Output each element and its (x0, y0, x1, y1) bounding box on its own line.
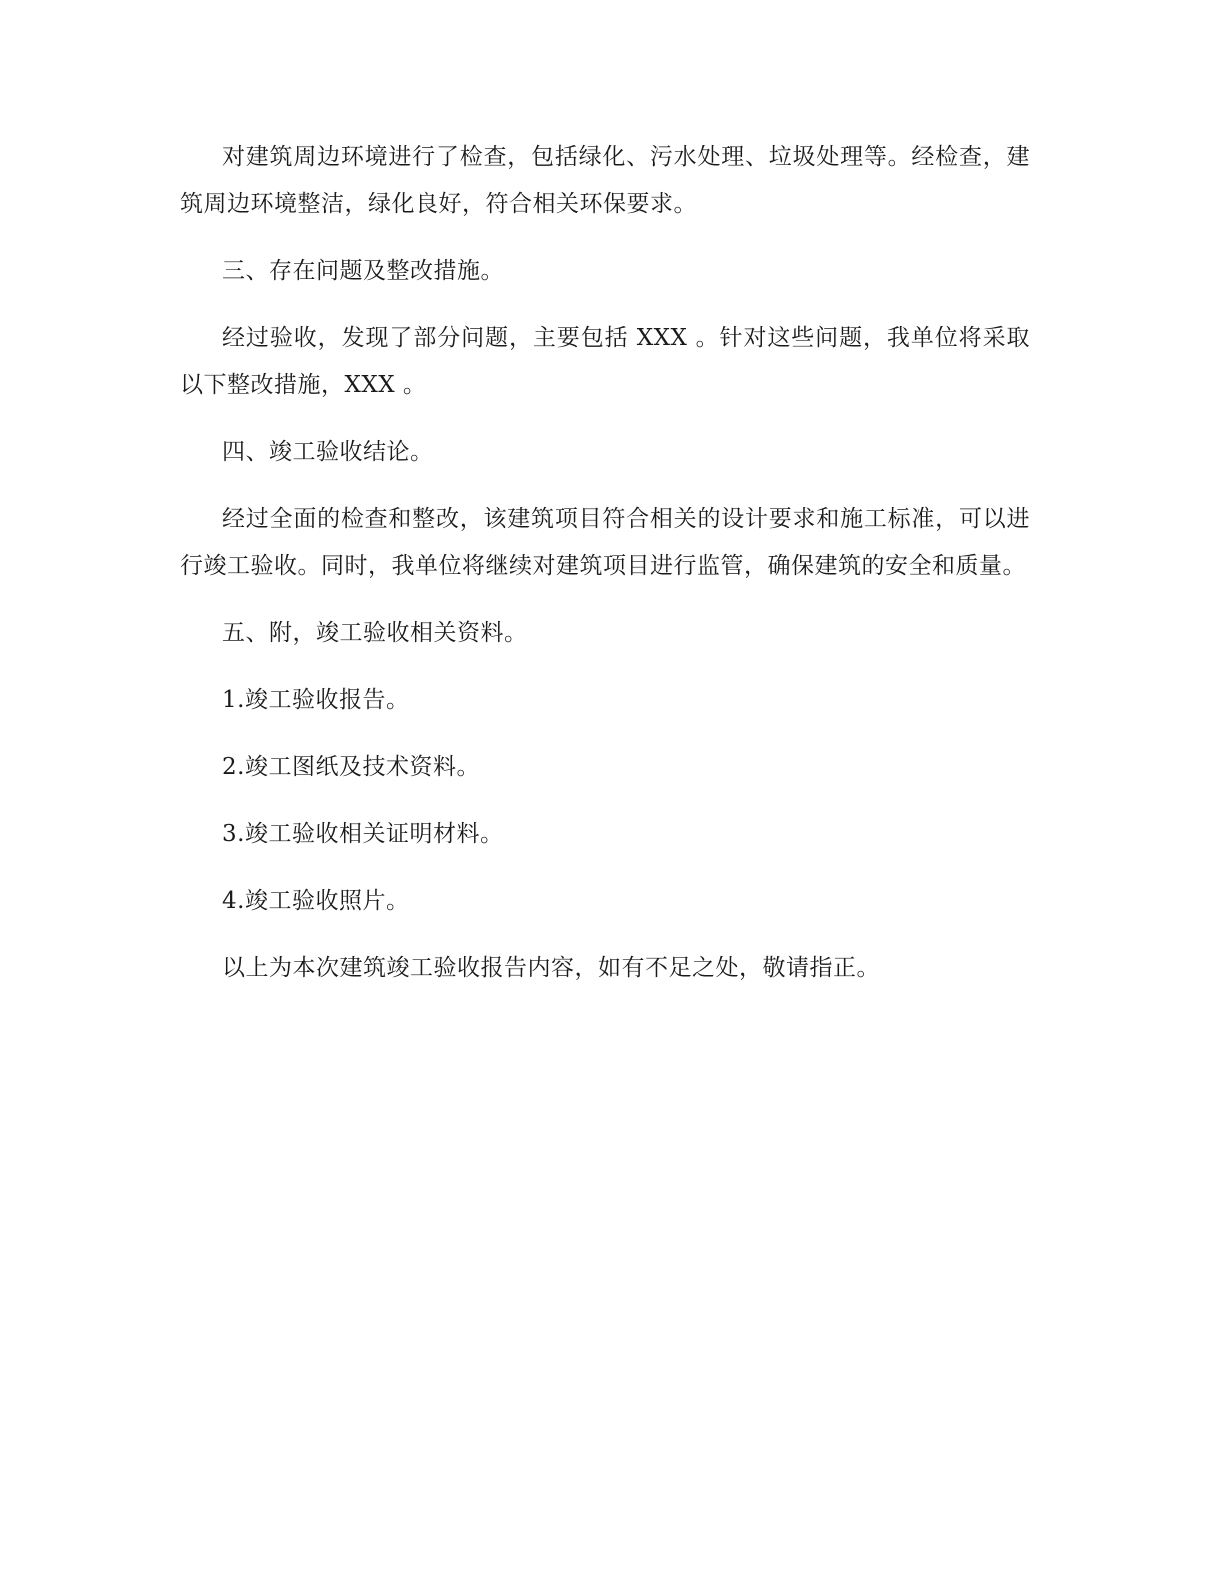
section-heading-attachments: 五、附，竣工验收相关资料。 (222, 620, 528, 646)
attachment-item-3: 3.竣工验收相关证明材料。 (222, 821, 504, 847)
paragraph-conclusion: 经过全面的检查和整改，该建筑项目符合相关的设计要求和施工标准，可以进行竣工验收。同时，我单位将继续对建筑项目进行监管，确保建筑的安全和质量。 (180, 506, 1030, 579)
paragraph-issues: 经过验收，发现了部分问题，主要包括 XXX 。针对这些问题，我单位将采取以下整改措施，XXX 。 (180, 325, 1030, 398)
closing-paragraph: 以上为本次建筑竣工验收报告内容，如有不足之处，敬请指正。 (222, 955, 880, 981)
attachment-item-2: 2.竣工图纸及技术资料。 (222, 754, 480, 780)
section-heading-conclusion: 四、竣工验收结论。 (222, 439, 434, 465)
attachment-item-4: 4.竣工验收照片。 (222, 888, 410, 914)
attachment-item-1: 1.竣工验收报告。 (222, 687, 410, 713)
section-heading-issues: 三、存在问题及整改措施。 (222, 258, 504, 284)
paragraph-environment-check: 对建筑周边环境进行了检查，包括绿化、污水处理、垃圾处理等。经检查，建筑周边环境整洁，绿化良好，符合相关环保要求。 (180, 144, 1030, 217)
document-body (180, 134, 1030, 992)
